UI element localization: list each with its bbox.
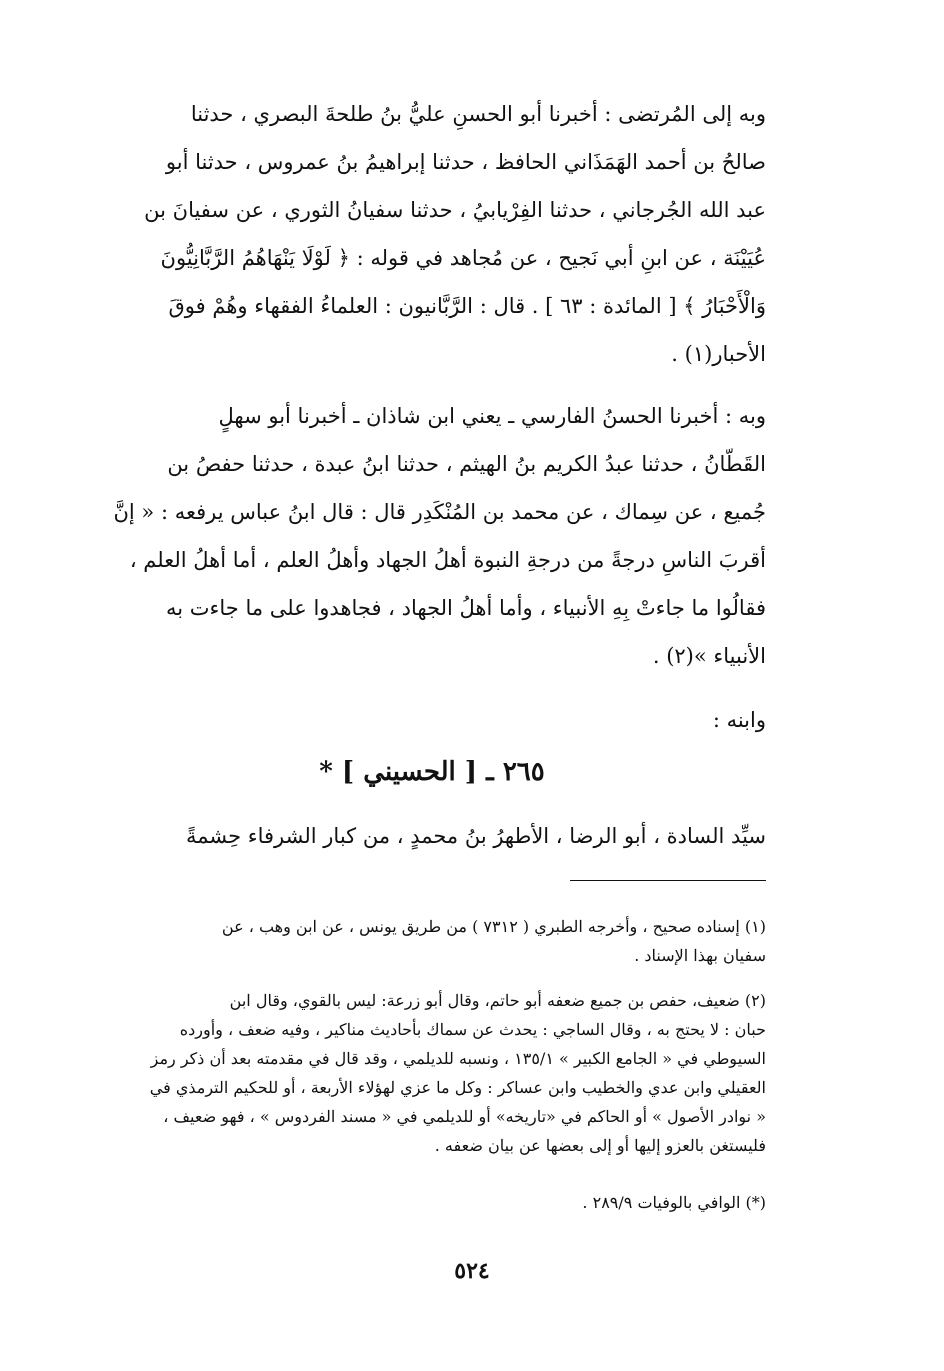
footnote-line: السيوطي في « الجامع الكبير » ١٣٥/١ ، ونسبه للديلمي ، وقد قال في مقدمته بعد أن ذكر رمز [150,1049,766,1068]
text-line: وبه إلى المُرتضى : أخبرنا أبو الحسنِ عليُّ بنُ طلحةَ البصري ، حدثنا [190,102,766,126]
footnote-line: (٢) ضعيف، حفص بن جميع ضعفه أبو حاتم، وقال أبو زرعة: ليس بالقوي، وقال ابن [229,991,766,1010]
paragraph-3 [98,812,766,860]
footnote-line: حبان : لا يحتج به ، وقال الساجي : يحدث عن سماك بأحاديث مناكير ، وفيه ضعف ، وأورده [179,1020,766,1039]
text-line: القَطّانُ ، حدثنا عبدُ الكريم بنُ الهيثم ، حدثنا ابنُ عبدة ، حدثنا حفصُ بن [167,452,766,476]
text-line: فقالُوا ما جاءتْ بِهِ الأنبياء ، وأما أهلُ الجهاد ، فجاهدوا على ما جاءت به [165,596,766,620]
text-line: أقربَ الناسِ درجةً من درجةِ النبوة أهلُ الجهاد وأهلُ العلم ، أما أهلُ العلم ، [129,548,766,572]
footnote-line: سفيان بهذا الإسناد . [634,946,766,965]
text-line: عبد الله الجُرجاني ، حدثنا الفِرْيابيُ ، حدثنا سفيانُ الثوري ، عن سفيانَ بن [144,198,766,222]
text-line: الأحبار(١) . [671,342,766,366]
page-number: ٥٢٤ [454,1258,490,1284]
footnote-2 [98,986,766,1160]
text-line: وبه : أخبرنا الحسنُ الفارسي ـ يعني ابن شاذان ـ أخبرنا أبو سهلٍ [218,404,766,428]
text-line: وَالْأَحْبَارُ ﴾ [ المائدة : ٦٣ ] . قال : الرَّبَّانيون : العلماءُ الفقهاء وهُمْ فوقَ [168,294,766,318]
section-intro: وابنه : [712,708,766,732]
text-line: عُيَيْنَة ، عن ابنِ أبي نَجيح ، عن مُجاهد في قوله : ﴿ لَوْلَا يَنْهَاهُمُ الرَّبَّانِيُّونَ [160,246,766,270]
footnote-line: « نوادر الأصول » أو الحاكم في «تاريخه» أو للديلمي في « مسند الفردوس » ، فهو ضعيف ، [163,1107,766,1126]
text-line: الأنبياء »(٢) . [652,644,766,668]
paragraph-2 [98,392,766,680]
footnote-line: (*) الوافي بالوفيات ٢٨٩/٩ . [582,1193,766,1212]
footnote-line: العقيلي وابن عدي والخطيب وابن عساكر : وكل ما عزي لهؤلاء الأربعة ، أو للحكيم الترمذي في [149,1078,766,1097]
footnote-separator [570,880,766,881]
footnote-1 [98,912,766,970]
text-line: سيِّد السادة ، أبو الرضا ، الأطهرُ بنُ محمدٍ ، من كبار الشرفاء حِشمةً [185,824,766,848]
footnote-3 [98,1188,766,1217]
entry-heading: ٢٦٥ ـ [ الحسيني ] * [319,757,545,787]
text-line: صالحُ بن أحمد الهَمَذَاني الحافظ ، حدثنا إبراهيمُ بنُ عمروس ، حدثنا أبو [165,150,766,174]
footnote-line: (١) إسناده صحيح ، وأخرجه الطبري ( ٧٣١٢ ) من طريق يونس ، عن ابن وهب ، عن [221,917,766,936]
footnote-line: فليستغن بالعزو إليها أو إلى بعضها عن بيان ضعفه . [434,1136,766,1155]
text-line: جُميع ، عن سِماك ، عن محمد بن المُنْكَدِر قال : قال ابنُ عباس يرفعه : « إنَّ [113,500,766,524]
paragraph-1 [98,90,766,378]
